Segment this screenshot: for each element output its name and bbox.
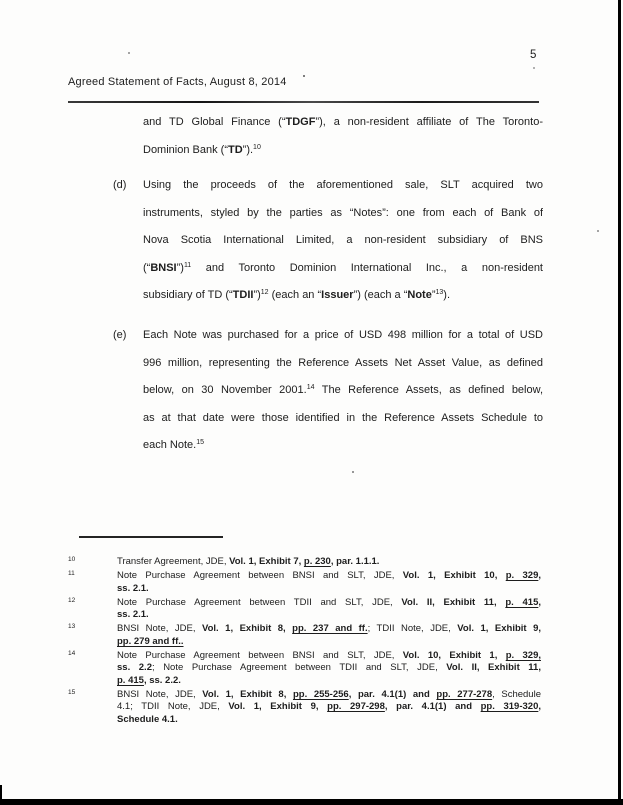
text-segment: Using the proceeds of the aforementioned sale, SLT acquired two	[143, 179, 543, 191]
text-line	[143, 350, 543, 378]
text-line	[117, 570, 541, 583]
text-segment: p. 230	[303, 556, 331, 567]
paragraph-label: (e)	[113, 329, 127, 341]
text-segment: TDGF	[285, 116, 316, 128]
text-segment: Issuer	[321, 289, 354, 301]
text-line	[143, 432, 543, 460]
scan-artifact-dot	[303, 75, 305, 77]
footnote-14	[68, 649, 541, 688]
scan-artifact-dot	[597, 230, 599, 232]
text-segment: ”)	[253, 289, 261, 301]
text-segment: as at that date were those identified in the Reference Assets Schedule to	[143, 411, 543, 424]
text-segment: pp. 255-256	[292, 688, 349, 700]
paragraph-intro-continuation	[143, 109, 543, 164]
text-line	[117, 701, 541, 714]
footnote-12	[68, 596, 541, 622]
text-segment: , Schedule	[492, 688, 541, 700]
text-segment: BNSI	[150, 261, 177, 274]
text-segment: ss. 2.1.	[117, 582, 149, 594]
footnote-number: 12	[68, 596, 76, 604]
footnote-reference: 15	[196, 439, 204, 446]
text-segment: p. 329,	[505, 649, 541, 661]
text-segment: Transfer Agreement, JDE,	[117, 556, 230, 567]
text-line	[117, 597, 541, 610]
text-line	[117, 689, 541, 702]
paragraph-para-e	[113, 322, 543, 460]
text-segment: Note Purchase Agreement between BNSI and SLT, JDE,	[117, 649, 403, 661]
text-line	[143, 255, 543, 283]
text-segment: ,	[538, 596, 541, 608]
text-segment: p. 415	[117, 674, 144, 686]
text-segment: Vol. 1, Exhibit 10,	[402, 570, 506, 581]
footnote-number: 13	[68, 623, 76, 630]
text-segment: TD	[227, 143, 243, 156]
text-line	[117, 623, 541, 636]
text-segment: Vol. II, Exhibit 11,	[446, 662, 541, 673]
text-segment: Vol. 1, Exhibit 8,	[202, 688, 293, 700]
footnote-number: 11	[68, 570, 75, 577]
footnote-number: 10	[68, 556, 76, 563]
text-line	[143, 227, 543, 255]
text-segment: pp. 297-298	[327, 701, 385, 712]
scan-edge-bottom	[0, 799, 623, 805]
paragraph-para-d	[113, 172, 543, 310]
text-segment: Note Purchase Agreement between TDII and SLT, JDE,	[117, 596, 402, 608]
text-line	[117, 662, 541, 675]
footnote-separator	[79, 536, 223, 538]
text-segment: p. 415	[505, 596, 539, 608]
text-segment: ss. 2.2	[117, 662, 152, 673]
text-segment: ”).	[242, 143, 254, 156]
footnote-reference: 11	[183, 261, 192, 269]
paragraph-label: (d)	[113, 179, 127, 191]
scan-edge-left	[0, 785, 2, 805]
text-segment: and TD Global Finance (“	[143, 116, 286, 128]
footnote-reference: 13	[435, 289, 444, 296]
text-segment: 996 million, representing the Reference Assets Net Asset Value, as defined	[143, 356, 543, 369]
text-segment: Nova Scotia International Limited, a non-resident subsidiary of BNS	[143, 234, 543, 246]
text-line	[117, 583, 541, 596]
text-segment: ”) (each a “	[353, 289, 408, 301]
text-segment: Vol. 1, Exhibit 7,	[229, 556, 304, 567]
text-line	[117, 650, 541, 663]
text-segment: ,	[538, 570, 541, 581]
text-segment: 4.1; TDII Note, JDE,	[117, 701, 229, 712]
text-segment: pp. 277-278	[436, 688, 493, 700]
text-segment: Vol. 1, Exhibit 8,	[201, 623, 293, 634]
footnote-number: 15	[68, 688, 76, 696]
text-segment: pp. 279 and ff..	[117, 635, 184, 647]
text-segment: , par. 4.1(1) and	[348, 688, 437, 700]
text-segment: pp. 319-320	[480, 701, 539, 712]
footnote-10	[68, 556, 541, 569]
scan-artifact-dot	[533, 67, 535, 69]
text-segment: , ss. 2.2.	[143, 674, 181, 686]
text-segment: ).	[443, 289, 451, 301]
text-segment: (“	[143, 261, 151, 274]
text-segment: ”), a non-resident affiliate of The Toronto-	[315, 116, 543, 128]
text-segment: instruments, styled by the parties as “Notes”: one from each of Bank of	[143, 206, 543, 219]
header-title: Agreed Statement of Facts, August 8, 2014	[68, 76, 287, 88]
text-segment: pp. 237 and ff.	[292, 623, 368, 634]
footnote-15	[68, 688, 541, 727]
text-segment: each Note.	[143, 439, 197, 451]
text-line	[117, 636, 541, 649]
text-segment: Note	[407, 289, 432, 301]
scan-edge-right	[618, 0, 621, 805]
footnotes	[68, 556, 541, 728]
text-segment: BNSI Note, JDE,	[117, 623, 202, 634]
text-segment: ss. 2.1.	[117, 609, 149, 620]
text-segment: and Toronto Dominion International Inc., a non-resident	[191, 261, 543, 274]
text-segment: Each Note was purchased for a price of USD 498 million for a total of USD	[143, 329, 543, 341]
footnote-reference: 12	[260, 289, 269, 296]
text-segment: ”	[431, 289, 436, 301]
text-segment: Vol. 1, Exhibit 9,	[228, 701, 328, 712]
footnote-13	[68, 623, 541, 648]
text-line	[117, 609, 541, 622]
text-line	[143, 172, 543, 200]
text-segment: p. 329	[505, 570, 539, 581]
text-segment: Note Purchase Agreement between BNSI and SLT, JDE,	[117, 570, 403, 581]
text-segment: below, on 30 November 2001.	[143, 384, 307, 396]
footnote-reference: 14	[306, 384, 315, 391]
text-segment: , par. 1.1.1.	[330, 556, 380, 567]
text-segment: TDII	[232, 289, 254, 301]
text-line	[143, 405, 543, 433]
text-segment: , par. 4.1(1) and	[384, 701, 481, 712]
footnote-number: 14	[68, 649, 76, 657]
text-segment: ”)	[176, 261, 184, 274]
text-segment: ; Note Purchase Agreement between TDII and SLT, JDE,	[151, 662, 447, 673]
footnote-reference: 10	[253, 143, 261, 151]
text-segment: The Reference Assets, as defined below,	[314, 384, 543, 396]
text-line	[143, 322, 543, 350]
text-segment: ,	[538, 701, 541, 712]
text-segment: subsidiary of TD (“	[143, 289, 233, 301]
text-segment: ; TDII Note, JDE,	[367, 623, 458, 634]
scan-artifact-dot	[352, 471, 354, 473]
header-rule	[68, 101, 539, 103]
footnote-11	[68, 570, 541, 595]
text-segment: BNSI Note, JDE,	[117, 688, 203, 700]
text-line	[143, 377, 543, 405]
text-segment: Schedule 4.1.	[117, 713, 178, 725]
text-line	[117, 714, 541, 727]
text-segment: (each an “	[268, 289, 322, 301]
text-line	[143, 282, 543, 310]
text-line	[143, 109, 543, 137]
text-segment: Vol. II, Exhibit 11,	[401, 596, 506, 608]
text-line	[143, 200, 543, 228]
text-line	[143, 137, 543, 165]
text-segment: Vol. 1, Exhibit 9,	[457, 623, 541, 634]
text-segment: Vol. 10, Exhibit 1,	[402, 649, 506, 661]
scan-artifact-dot	[128, 52, 130, 54]
text-line	[117, 556, 541, 569]
text-segment: Dominion Bank (“	[143, 143, 228, 156]
text-line	[117, 675, 541, 688]
page-number: 5	[530, 49, 537, 61]
